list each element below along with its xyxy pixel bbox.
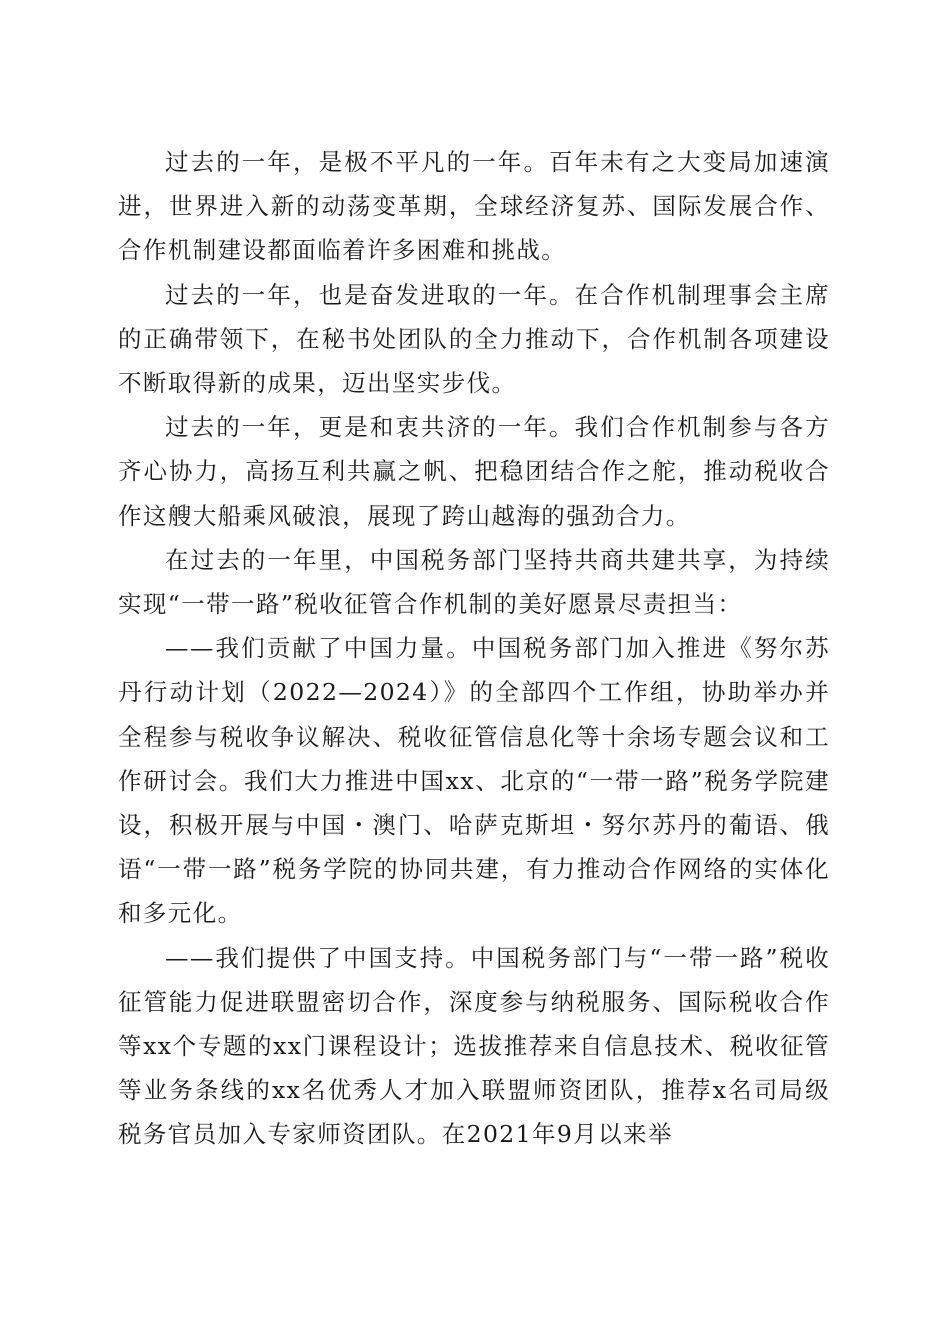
paragraph-1: 过去的一年，是极不平凡的一年。百年未有之大变局加速演进，世界进入新的动荡变革期，全球经济复苏、国际发展合作、合作机制建设都面临着许多困难和挑战。: [118, 148, 830, 265]
paragraph-3: 过去的一年，更是和衷共济的一年。我们合作机制参与各方齐心协力，高扬互利共赢之帆、把稳团结合作之舵，推动税收合作这艘大船乘风破浪，展现了跨山越海的强劲合力。: [118, 413, 830, 530]
document-body: [118, 140, 830, 1157]
paragraph-2: 过去的一年，也是奋发进取的一年。在合作机制理事会主席的正确带领下，在秘书处团队的全力推动下，合作机制各项建设不断取得新的成果，迈出坚实步伐。: [118, 280, 830, 398]
paragraph-4: 在过去的一年里，中国税务部门坚持共商共建共享，为持续实现“一带一路”税收征管合作机制的美好愿景尽责担当：: [118, 545, 830, 619]
paragraph-5: ——我们贡献了中国力量。中国税务部门加入推进《努尔苏丹行动计划（2022—2024）》的全部四个工作组，协助举办并全程参与税收争议解决、税收征管信息化等十余场专题会议和工作研讨会。我们大力推进中国xx、北京的“一带一路”税务学院建设，积极开展与中国・澳门、哈萨克斯坦・努尔苏丹的葡语、俄语“一带一路”税务学院的协同共建，有力推动合作网络的实体化和多元化。: [118, 634, 830, 928]
paragraph-6: ——我们提供了中国支持。中国税务部门与“一带一路”税收征管能力促进联盟密切合作，深度参与纳税服务、国际税收合作等xx个专题的xx门课程设计；选拔推荐来自信息技术、税收征管等业务条线的xx名优秀人才加入联盟师资团队，推荐x名司局级税务官员加入专家师资团队。在2021年9月以来举: [118, 943, 830, 1149]
